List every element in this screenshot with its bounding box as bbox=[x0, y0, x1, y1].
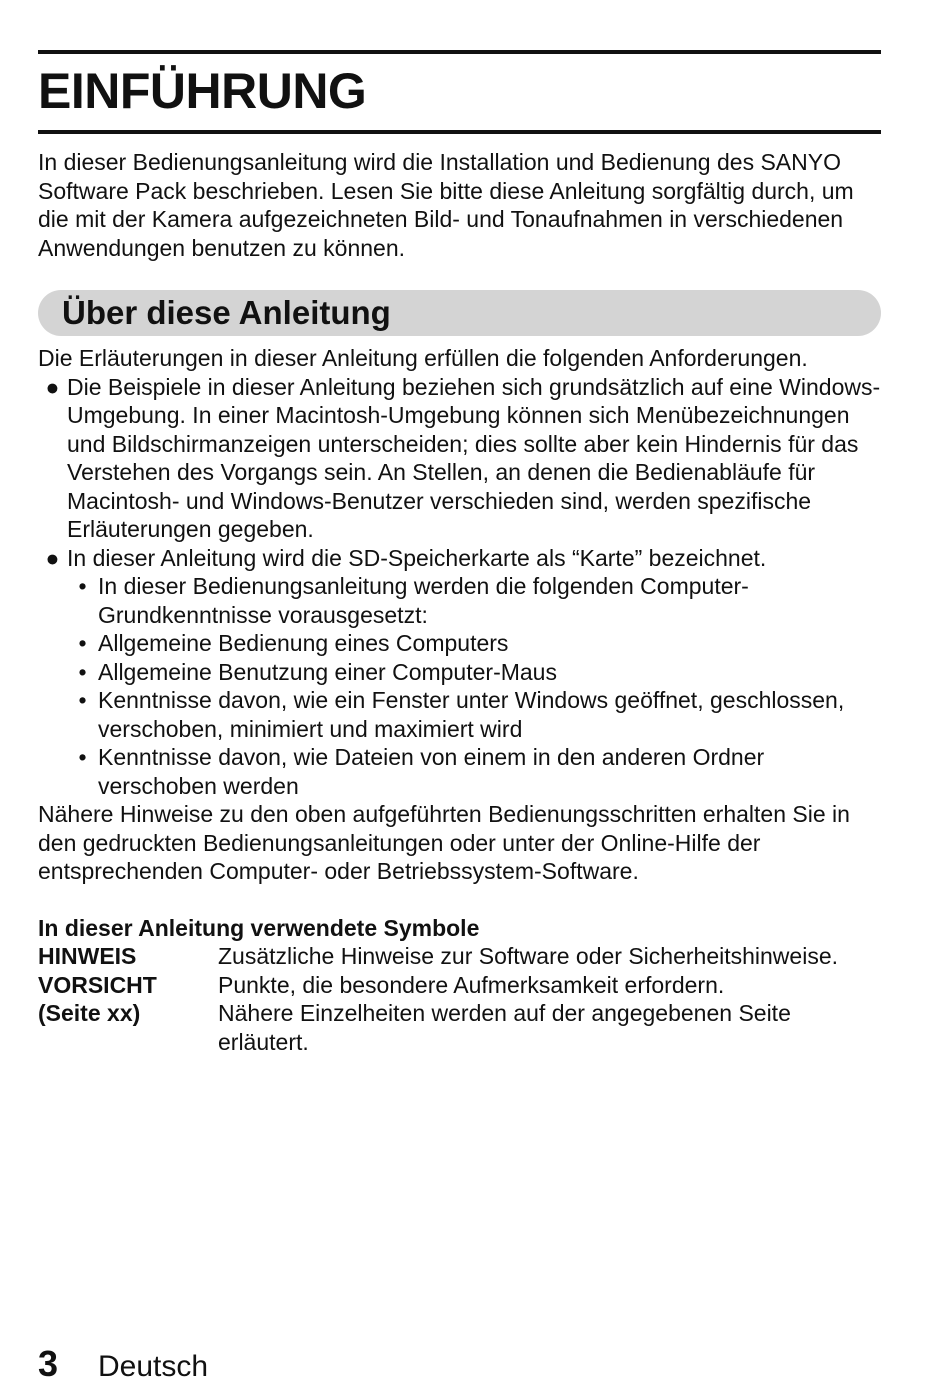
sub-bullet-icon: • bbox=[78, 573, 87, 599]
document-page bbox=[38, 0, 881, 1056]
bullet-dot-icon: ● bbox=[45, 544, 60, 571]
symbol-row bbox=[38, 971, 881, 1000]
symbol-row bbox=[38, 942, 881, 971]
symbol-description: Punkte, die besondere Aufmerksamkeit erfordern. bbox=[218, 971, 725, 998]
symbol-term: VORSICHT bbox=[38, 971, 157, 998]
intro-paragraph: In dieser Bedienungsanleitung wird die Installation und Bedienung des SANYO Software Pack beschrieben. Lesen Sie bitte diese Anleitung sorgfältig durch, um die mit der Kamera aufgezeichneten Bild- und Tonaufnahmen in verschiedenen Anwendungen benutzen zu können. bbox=[38, 149, 854, 261]
symbol-description: Nähere Einzelheiten werden auf der angegebenen Seite erläutert. bbox=[218, 1000, 791, 1055]
sub-item bbox=[38, 629, 881, 658]
sub-bullet-icon: • bbox=[78, 687, 87, 713]
sub-item-text: Kenntnisse davon, wie ein Fenster unter Windows geöffnet, geschlossen, verschoben, minimiert und maximiert wird bbox=[98, 687, 845, 742]
top-rule bbox=[38, 50, 881, 54]
sub-item-text: In dieser Bedienungsanleitung werden die folgenden Computer-Grundkenntnisse vorausgesetzt: bbox=[98, 573, 749, 628]
sub-bullet-icon: • bbox=[78, 744, 87, 770]
sub-item bbox=[38, 686, 881, 743]
title-underline bbox=[38, 130, 881, 134]
sub-bullet-icon: • bbox=[78, 630, 87, 656]
sub-item bbox=[38, 572, 881, 629]
bullet-dot-icon: ● bbox=[45, 373, 60, 400]
sub-item-text: Allgemeine Bedienung eines Computers bbox=[98, 630, 509, 656]
bullet-item bbox=[38, 544, 881, 573]
page-title: EINFÜHRUNG bbox=[38, 63, 367, 119]
page-footer bbox=[38, 1343, 208, 1385]
bullet-item bbox=[38, 373, 881, 544]
sub-bullet-icon: • bbox=[78, 658, 87, 685]
bullet-text: Die Beispiele in dieser Anleitung beziehen sich grundsätzlich auf eine Windows-Umgebung. In einer Macintosh-Umgebung können sich Menübezeichnungen und Bildschirmanzeigen unterscheiden; dies sollte aber kein Hindernis für das Verstehen des Vorgangs sein. An Stellen, an denen die Bedienabläufe für Macintosh- und Windows-Benutzer verschieden sind, werden spezifische Erläuterungen gegeben. bbox=[67, 373, 881, 542]
bullet-text: In dieser Anleitung wird die SD-Speicherkarte als “Karte” bezeichnet. bbox=[67, 544, 767, 571]
symbol-row bbox=[38, 999, 881, 1056]
section-heading-bar bbox=[38, 290, 881, 336]
sub-item bbox=[38, 658, 881, 687]
sub-item bbox=[38, 743, 881, 800]
sub-item-text: Allgemeine Benutzung einer Computer-Maus bbox=[98, 658, 557, 685]
section-lead: Die Erläuterungen in dieser Anleitung erfüllen die folgenden Anforderungen. bbox=[38, 345, 808, 371]
footer-language: Deutsch bbox=[98, 1350, 209, 1383]
symbol-term: HINWEIS bbox=[38, 943, 137, 969]
symbols-heading: In dieser Anleitung verwendete Symbole bbox=[38, 914, 480, 941]
closing-paragraph: Nähere Hinweise zu den oben aufgeführten Bedienungsschritten erhalten Sie in den gedruckten Bedienungsanleitungen oder unter der Online-Hilfe der entsprechenden Computer- oder Betriebssystem-Software. bbox=[38, 801, 850, 884]
section-heading: Über diese Anleitung bbox=[62, 294, 391, 331]
symbol-description: Zusätzliche Hinweise zur Software oder Sicherheitshinweise. bbox=[218, 943, 839, 969]
sub-item-text: Kenntnisse davon, wie Dateien von einem in den anderen Ordner verschoben werden bbox=[98, 744, 765, 799]
page-number: 3 bbox=[38, 1343, 59, 1384]
symbol-term: (Seite xx) bbox=[38, 1000, 141, 1026]
